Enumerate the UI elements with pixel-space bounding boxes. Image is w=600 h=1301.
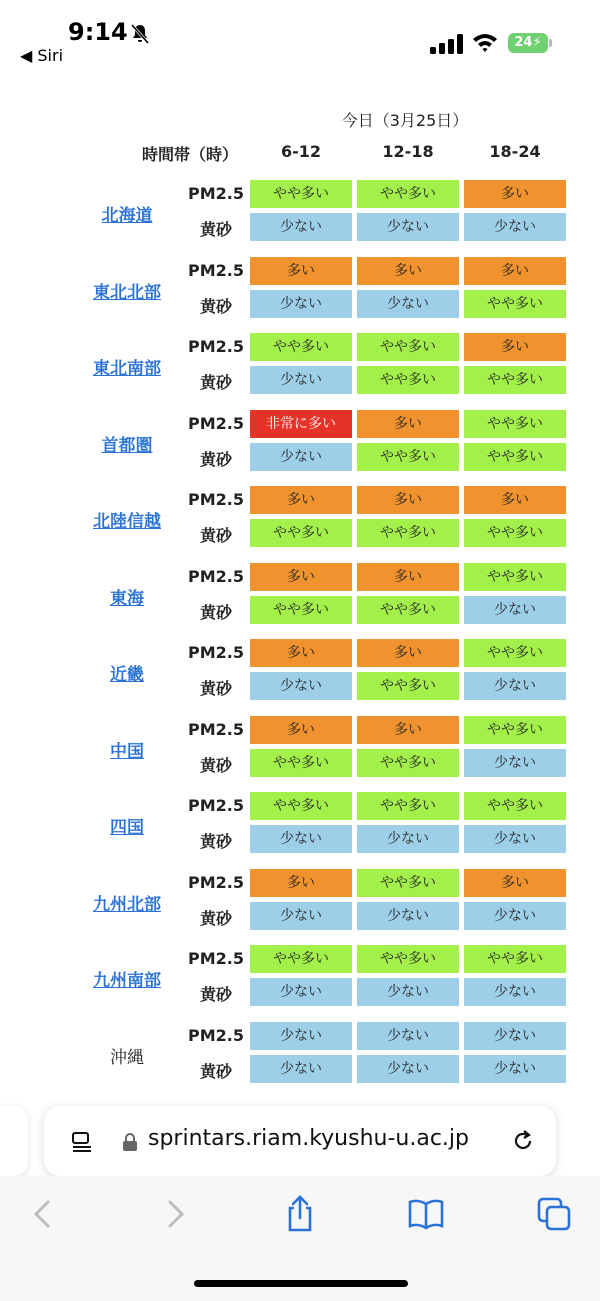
pm25-level-cell: やや多い xyxy=(464,563,566,591)
pm25-level-cell: やや多い xyxy=(357,792,459,820)
dust-level-cell: 少ない xyxy=(250,443,352,471)
pm25-level-cell: やや多い xyxy=(464,639,566,667)
pm25-level-cell: やや多い xyxy=(464,945,566,973)
tabs-icon[interactable] xyxy=(534,1194,574,1234)
status-time: 9:14 xyxy=(68,18,128,46)
dust-level-cell: やや多い xyxy=(357,366,459,394)
pm25-label: PM2.5 xyxy=(188,949,244,968)
url-text[interactable]: sprintars.riam.kyushu-u.ac.jp xyxy=(148,1126,469,1151)
dust-level-cell: やや多い xyxy=(250,519,352,547)
region-name[interactable]: 東海 xyxy=(110,588,144,609)
dust-label: 黄砂 xyxy=(199,296,232,316)
dust-level-cell: 少ない xyxy=(464,902,566,930)
pm25-level-cell: やや多い xyxy=(464,792,566,820)
dust-level-cell: やや多い xyxy=(357,519,459,547)
status-bar xyxy=(0,0,600,80)
dust-label: 黄砂 xyxy=(199,755,232,775)
pm25-label: PM2.5 xyxy=(188,872,244,892)
dust-label: 黄砂 xyxy=(199,985,232,1004)
dust-level-cell: やや多い xyxy=(464,519,566,547)
battery-cap xyxy=(549,39,552,47)
pm25-level-cell: 多い xyxy=(250,257,352,285)
region-name[interactable]: 四国 xyxy=(110,818,144,838)
dust-level-cell: やや多い xyxy=(357,596,459,624)
dust-level-cell: 少ない xyxy=(357,825,459,853)
pm25-level-cell: 多い xyxy=(357,410,459,438)
region-name[interactable]: 北海道 xyxy=(101,206,153,226)
region-name[interactable]: 北陸信越 xyxy=(93,512,161,532)
dust-level-cell: やや多い xyxy=(464,443,566,471)
pm25-label: PM2.5 xyxy=(188,719,244,739)
dust-level-cell: 少ない xyxy=(250,978,352,1006)
reload-icon[interactable] xyxy=(510,1128,536,1154)
pm25-level-cell: 多い xyxy=(464,257,566,285)
pm25-label: PM2.5 xyxy=(188,643,244,662)
region-name[interactable]: 中国 xyxy=(110,741,144,762)
dust-level-cell: 少ない xyxy=(464,672,566,700)
dust-level-cell: 少ない xyxy=(357,1055,459,1083)
dust-label: 黄砂 xyxy=(199,908,232,928)
pm25-level-cell: 多い xyxy=(357,486,459,514)
dust-level-cell: 少ない xyxy=(464,825,566,853)
pm25-level-cell: 少ない xyxy=(250,1022,352,1050)
pm25-level-cell: 多い xyxy=(464,333,566,361)
dust-level-cell: やや多い xyxy=(357,443,459,471)
pm25-level-cell: 多い xyxy=(357,257,459,285)
dust-label: 黄砂 xyxy=(199,449,232,469)
column-header-18-24: 18-24 xyxy=(489,142,541,161)
pm25-level-cell: 多い xyxy=(250,869,352,897)
dust-level-cell: 少ない xyxy=(250,825,352,853)
dust-label: 黄砂 xyxy=(199,679,232,698)
cellular-signal-icon xyxy=(430,34,464,54)
dust-level-cell: やや多い xyxy=(250,596,352,624)
dust-level-cell: 少ない xyxy=(357,213,459,241)
pm25-level-cell: 多い xyxy=(464,180,566,208)
wifi-icon xyxy=(472,32,498,54)
back-to-siri-link[interactable]: ◀ Siri xyxy=(20,46,64,65)
pm25-level-cell: 多い xyxy=(250,486,352,514)
page-menu-icon[interactable] xyxy=(70,1130,94,1154)
pm25-level-cell: 多い xyxy=(357,563,459,591)
pm25-label: PM2.5 xyxy=(188,260,244,280)
today-date-label: 今日（3月25日） xyxy=(341,111,469,130)
dust-level-cell: 少ない xyxy=(250,672,352,700)
address-bar[interactable] xyxy=(44,1106,556,1176)
dust-level-cell: 少ない xyxy=(250,290,352,318)
share-icon[interactable] xyxy=(280,1194,320,1234)
dust-label: 黄砂 xyxy=(199,832,232,851)
bookmarks-icon[interactable] xyxy=(406,1194,446,1234)
pm25-level-cell: 多い xyxy=(464,486,566,514)
pm25-level-cell: やや多い xyxy=(250,180,352,208)
dust-level-cell: 少ない xyxy=(464,978,566,1006)
lock-icon xyxy=(122,1132,138,1152)
back-app-label: Siri xyxy=(37,46,64,65)
pm25-level-cell: 多い xyxy=(250,563,352,591)
pm25-label: PM2.5 xyxy=(188,566,244,586)
pm25-label: PM2.5 xyxy=(188,1025,244,1045)
dust-level-cell: 少ない xyxy=(464,1055,566,1083)
pm25-level-cell: やや多い xyxy=(464,410,566,438)
pm25-level-cell: やや多い xyxy=(464,716,566,744)
dust-level-cell: 少ない xyxy=(250,1055,352,1083)
pm25-level-cell: 少ない xyxy=(357,1022,459,1050)
pm25-level-cell: 多い xyxy=(250,716,352,744)
previous-tab-card[interactable] xyxy=(0,1106,28,1176)
pm25-level-cell: やや多い xyxy=(357,945,459,973)
dust-level-cell: 少ない xyxy=(250,213,352,241)
region-name[interactable]: 近畿 xyxy=(110,665,144,685)
column-header-12-18: 12-18 xyxy=(382,142,434,161)
dust-level-cell: やや多い xyxy=(464,366,566,394)
column-header-6-12: 6-12 xyxy=(280,142,322,161)
dust-label: 黄砂 xyxy=(199,220,232,239)
dust-level-cell: 少ない xyxy=(357,978,459,1006)
dust-label: 黄砂 xyxy=(199,1061,232,1081)
region-name: 沖縄 xyxy=(110,1047,144,1068)
pm25-label: PM2.5 xyxy=(188,796,244,815)
dust-level-cell: 少ない xyxy=(464,596,566,624)
dust-level-cell: やや多い xyxy=(357,749,459,777)
pm25-level-cell: やや多い xyxy=(250,333,352,361)
dust-level-cell: 少ない xyxy=(464,749,566,777)
pm25-label: PM2.5 xyxy=(188,337,244,356)
pm25-level-cell: やや多い xyxy=(250,945,352,973)
pm25-label: PM2.5 xyxy=(188,184,244,203)
pm25-level-cell: やや多い xyxy=(250,792,352,820)
dust-level-cell: 少ない xyxy=(464,213,566,241)
pm25-level-cell: 多い xyxy=(464,869,566,897)
pm25-label: PM2.5 xyxy=(188,490,244,509)
dust-level-cell: やや多い xyxy=(464,290,566,318)
dust-label: 黄砂 xyxy=(199,373,232,392)
pm25-label: PM2.5 xyxy=(188,413,244,433)
region-name[interactable]: 九州北部 xyxy=(93,894,161,915)
pm25-level-cell: 多い xyxy=(357,716,459,744)
battery-indicator: 24⚡ xyxy=(508,33,548,53)
bell-muted-icon xyxy=(128,22,152,46)
home-indicator xyxy=(194,1280,408,1287)
pm25-level-cell: 少ない xyxy=(464,1022,566,1050)
dust-level-cell: やや多い xyxy=(357,672,459,700)
pm25-level-cell: やや多い xyxy=(357,333,459,361)
forecast-table xyxy=(0,100,600,1090)
region-name[interactable]: 首都圏 xyxy=(101,435,153,456)
pm25-level-cell: 多い xyxy=(250,639,352,667)
forward-icon[interactable] xyxy=(154,1194,194,1234)
region-name[interactable]: 東北南部 xyxy=(93,359,161,379)
dust-level-cell: 少ない xyxy=(357,902,459,930)
pm25-level-cell: やや多い xyxy=(357,869,459,897)
dust-level-cell: 少ない xyxy=(357,290,459,318)
dust-label: 黄砂 xyxy=(199,526,232,545)
pm25-level-cell: やや多い xyxy=(357,180,459,208)
region-name[interactable]: 九州南部 xyxy=(93,971,161,991)
dust-level-cell: やや多い xyxy=(250,749,352,777)
pm25-level-cell: 多い xyxy=(357,639,459,667)
back-icon[interactable] xyxy=(24,1194,64,1234)
timezone-header: 時間帯（時） xyxy=(141,145,238,164)
browser-toolbar xyxy=(0,1176,600,1301)
region-name[interactable]: 東北北部 xyxy=(93,282,161,303)
dust-level-cell: 少ない xyxy=(250,366,352,394)
dust-level-cell: 少ない xyxy=(250,902,352,930)
pm25-level-cell: 非常に多い xyxy=(250,410,352,438)
dust-label: 黄砂 xyxy=(199,602,232,622)
battery-level: 24 xyxy=(514,35,533,50)
